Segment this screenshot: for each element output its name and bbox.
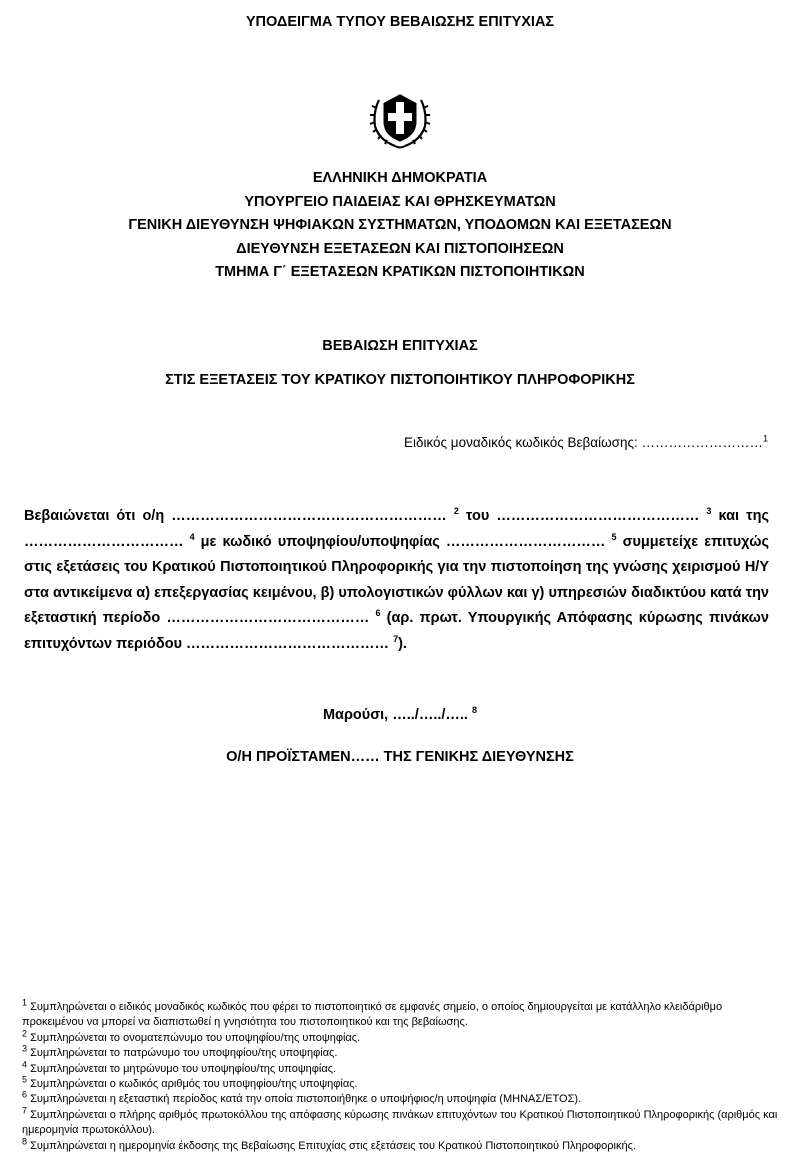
footnote-ref: 3 [706, 506, 712, 517]
document-title: ΥΠΟΔΕΙΓΜΑ ΤΥΠΟΥ ΒΕΒΑΙΩΣΗΣ ΕΠΙΤΥΧΙΑΣ [245, 14, 555, 30]
header-line: ΥΠΟΥΡΓΕΙΟ ΠΑΙΔΕΙΑΣ ΚΑΙ ΘΡΗΣΚΕΥΜΑΤΩΝ [244, 193, 556, 210]
body-text: συμμετείχε επιτυχώς στις εξετάσεις του Κρατικού Πιστοποιητικού Πληροφορικής για την πιστοποίηση της γνώσης χειρισμού Η/Υ στα αντικείμενα α) επεξεργασίας κειμένου, β) υπολογιστικών φύλλων και γ) υπηρεσιών διαδικτύου κατά την εξεταστική περίοδο …………………………………… [24, 533, 769, 626]
certificate-body [24, 504, 769, 657]
signature-title: Ο/Η ΠΡΟΪΣΤΑΜΕΝ…… ΤΗΣ ΓΕΝΙΚΗΣ ΔΙΕΥΘΥΝΣΗΣ [226, 749, 574, 765]
footnote: $^1$ Συμπληρώνεται ο ειδικός μοναδικός κωδικός που φέρει το πιστοποιητικό σε εμφανές σημείο, ο οποίος δημιουργείται με κατάλληλο κλειδάριθμο προκειμένου να μπορεί να διαπιστωθεί η γνησιότητα του πιστοποιητικού και της βεβαίωσης. [22, 997, 723, 1029]
footnote-ref: 8 [472, 705, 478, 716]
footnote: $^3$ Συμπληρώνεται το πατρώνυμο του υποψηφίου/της υποψηφίας. [22, 1043, 338, 1060]
header-line: ΓΕΝΙΚΗ ΔΙΕΥΘΥΝΣΗ ΨΗΦΙΑΚΩΝ ΣΥΣΤΗΜΑΤΩΝ, ΥΠΟΔΟΜΩΝ ΚΑΙ ΕΞΕΤΑΣΕΩΝ [128, 217, 672, 234]
header-line: ΔΙΕΥΘΥΝΣΗ ΕΞΕΤΑΣΕΩΝ ΚΑΙ ΠΙΣΤΟΠΟΙΗΣΕΩΝ [236, 240, 564, 257]
footnote: $^2$ Συμπληρώνεται το ονοματεπώνυμο του υποψηφίου/της υποψηφίας. [22, 1028, 361, 1044]
date-text: Μαρούσι, …../…../….. [322, 707, 472, 723]
footnote-ref: 1 [762, 433, 768, 444]
header-line: ΕΛΛΗΝΙΚΗ ΔΗΜΟΚΡΑΤΙΑ [312, 170, 488, 186]
greek-coat-of-arms-icon [365, 82, 435, 152]
footnote: $^7$ Συμπληρώνεται ο πλήρης αριθμός πρωτοκόλλου της απόφασης κύρωσης πινάκων επιτυχόντων του Κρατικού Πιστοποιητικού Πληροφορικής (αριθμός και ημερομηνία πρωτοκόλλου). [22, 1105, 778, 1137]
header-line: ΤΜΗΜΑ Γ΄ ΕΞΕΤΑΣΕΩΝ ΚΡΑΤΙΚΩΝ ΠΙΣΤΟΠΟΙΗΤΙΚΩΝ [215, 264, 585, 281]
footnote: $^8$ Συμπληρώνεται η ημερομηνία έκδοσης της Βεβαίωσης Επιτυχίας στις εξετάσεις του Κρατικού Πιστοποιητικού Πληροφορικής. [22, 1136, 636, 1152]
footnote: $^6$ Συμπληρώνεται η εξεταστική περίοδος κατά την οποία πιστοποιήθηκε ο υποψήφιος/η υποψηφία (ΜΗΝΑΣ/ΕΤΟΣ). [22, 1089, 582, 1106]
footnotes [22, 997, 782, 1154]
body-text: (αρ. πρωτ. Υπουργικής Απόφασης κύρωσης πινάκων επιτυχόντων περιόδου …………………………………… [24, 610, 769, 652]
body-text: Βεβαιώνεται ότι ο/η ………………………………………………… [24, 508, 454, 524]
body-text: του …………………………………… [458, 508, 707, 524]
unique-code-label: Ειδικός μοναδικός κωδικός Βεβαίωσης: ……………………… [403, 435, 763, 450]
body-text: με κωδικό υποψηφίου/υποψηφίας …………………………… [194, 533, 612, 550]
footnote-ref: 7 [393, 633, 399, 644]
footnote: $^4$ Συμπληρώνεται το μητρώνυμο του υποψηφίου/της υποψηφίας. [22, 1058, 337, 1075]
date-line [0, 707, 800, 723]
footnote-ref: 2 [453, 506, 459, 517]
body-text: ). [398, 635, 407, 652]
certificate-subheading: ΣΤΙΣ ΕΞΕΤΑΣΕΙΣ ΤΟΥ ΚΡΑΤΙΚΟΥ ΠΙΣΤΟΠΟΙΗΤΙΚΟΥ ΠΛΗΡΟΦΟΡΙΚΗΣ [165, 372, 635, 388]
footnote: $^5$ Συμπληρώνεται ο κωδικός αριθμός του υποψηφίου/της υποψηφίας. [22, 1074, 358, 1091]
certificate-heading: ΒΕΒΑΙΩΣΗ ΕΠΙΤΥΧΙΑΣ [322, 338, 478, 354]
unique-code-line [404, 435, 768, 450]
body-text: και της …………………………… [24, 508, 769, 550]
footnote-ref: 5 [611, 531, 617, 542]
footnote-ref: 4 [189, 531, 195, 542]
issuing-authority-header [0, 167, 800, 285]
footnote-ref: 6 [375, 608, 381, 619]
